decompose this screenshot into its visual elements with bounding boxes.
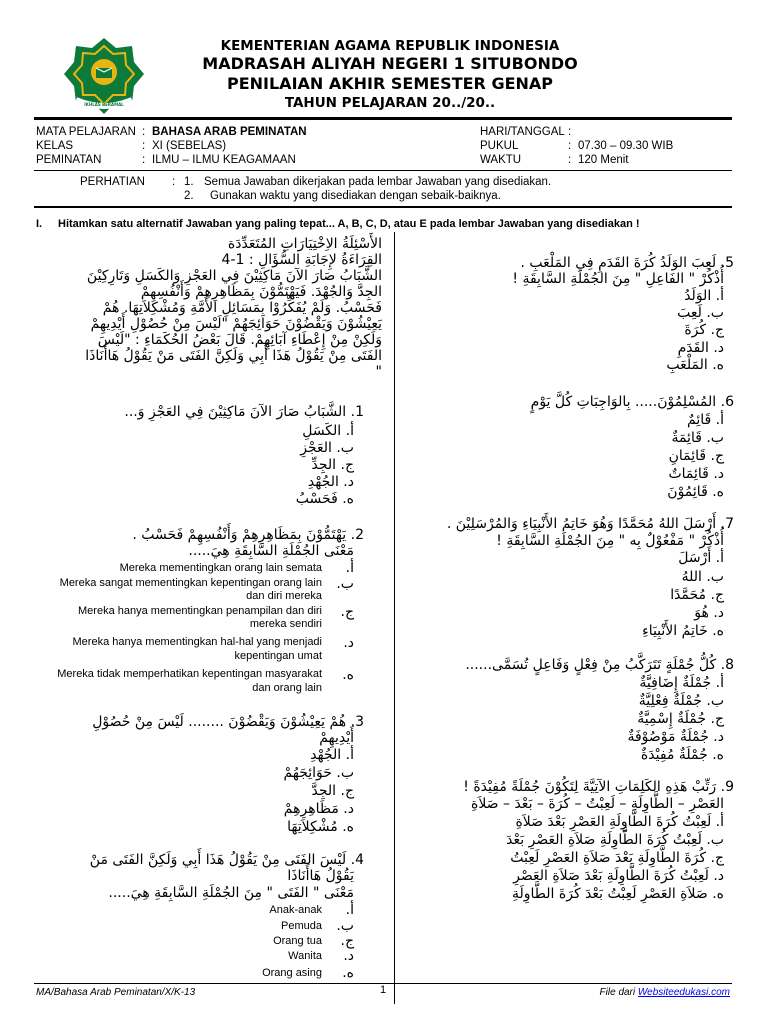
q1-option-c[interactable]: ج. الجِدِّ [311, 457, 354, 473]
q2-option-c[interactable]: Mereka hanya mementingkan penampilan dan diri [78, 605, 322, 617]
q8-option-b[interactable]: ب. جُمْلَةٌ فِعْلِيَّةٌ [638, 693, 724, 709]
info-waktu-value: 120 Menit [578, 154, 629, 166]
q9-option-e[interactable]: ه. صَلاَةِ العَصْرِ لَعِبْتُ بَعْدَ كُرَةَ الطَّاوِلَةِ [512, 886, 724, 902]
q7-option-d[interactable]: د. هُوَ [694, 605, 724, 621]
q8-option-e[interactable]: ه. جُمْلَةٌ مُفِيْدَةٌ [640, 747, 724, 763]
q2-stem: 2. يَهْتَمُّوْنَ بِمَظَاهِرِهِمْ وَأَنْفُسِهِمْ فَحَسْبُ . [132, 527, 364, 543]
q1-option-d[interactable]: د. الجُهْدِ [307, 474, 354, 490]
q9-option-c[interactable]: ج. كُرَةَ الطَّاوِلَةِ بَعْدَ صَلاَةِ العَصْرِ لَعِبْتُ [510, 850, 724, 866]
q6-option-b[interactable]: ب. قَائِمَةٌ [671, 430, 724, 446]
footer-course: MA/Bahasa Arab Peminatan/X/K-13 [36, 987, 196, 998]
q1-option-a[interactable]: أ. الكَسَلِ [302, 423, 354, 439]
q5-option-c[interactable]: ج. كُرَةَ [684, 322, 724, 338]
perhatian-rule [34, 206, 732, 208]
q3-option-d[interactable]: د. مَظَاهِرِهِمْ [283, 801, 354, 817]
q2-option-a[interactable]: Mereka mementingkan orang lain semata [119, 562, 322, 574]
q2-stem-meaning: مَعْنَى الجُمْلَةِ السَّابِقَةِ هِيَ..... [188, 543, 354, 559]
info-peminatan-label: PEMINATAN [36, 154, 102, 166]
q9-option-a[interactable]: أ. لَعِبْتُ كُرَةَ الطَّاوِلَةِ العَصْرِ بَعْدَ صَلاَةِ [515, 814, 724, 830]
info-mapel-label: MATA PELAJARAN [36, 126, 136, 138]
q9-option-b[interactable]: ب. لَعِبْتُ كُرَةَ الطَّاوِلَةِ صَلاَةِ العَصْرِ بَعْدَ [506, 832, 724, 848]
q1-stem: 1. الشَّبَابُ صَارَ الآنَ مَاكِثِيْنَ فِي العَجْزِ وَ... [124, 404, 364, 420]
q4-option-c[interactable]: Orang tua [273, 935, 322, 947]
q8-option-d[interactable]: د. جُمْلَةٌ مَوْصُوْفَةٌ [627, 729, 724, 745]
q8-option-c[interactable]: ج. جُمْلَةٌ إِسْمِيَّةٌ [637, 711, 724, 727]
q5-option-e[interactable]: ه. المَلْعَبِ [666, 357, 724, 373]
perhatian-label: PERHATIAN [80, 176, 145, 188]
reading-title: القِرَاءَةُ لإِجَابَةِ السُّؤَالِ : 1-4 [221, 252, 382, 268]
q2-letter-e: ه. [342, 667, 354, 683]
reading-passage [26, 268, 382, 380]
q1-option-b[interactable]: ب. العَجْزِ [300, 440, 354, 456]
q6-stem: 6. المُسْلِمُوْنَ..... بِالوَاجِبَاتِ كُلَّ يَوْمٍ [530, 394, 734, 410]
questions-heading: الأَسْئِلَةُ الاِخْتِيَارَاتِ المُتَعَدِّدَة [227, 236, 382, 252]
passage-line: فَحَسْبُ. وَلَمْ يُفَكِّرُوْا بِمَسَائِلِ الأُمَّةِ وَمُشْكِلاَتِهَا. هُمْ [102, 300, 382, 316]
passage-line: الفَتَى مِنْ يَقُوْلُ هَذَا أَبِي وَلَكِنَّ الفَتَى مَنْ يَقُوْلُ هَاأَنَاذَا [85, 348, 382, 364]
info-sep: : [568, 140, 572, 152]
q5-option-b[interactable]: ب. لَعِبَ [677, 305, 724, 321]
q7-stem: 7. أَرْسَلَ اللهُ مُحَمَّدًا وَهُوَ خَاتِمُ الأَنْبِيَاءِ وَالمُرْسَلِيْنَ . [446, 516, 734, 532]
passage-line: الجِدَّ وَالجُهْدَ. فَيَهْتَمُّوْنَ بِمَظَاهِرِهِمْ وَأَنْفُسِهِمْ [140, 284, 382, 300]
q1-option-e[interactable]: ه. فَحَسْبُ [295, 491, 354, 507]
info-sep: : [568, 154, 572, 166]
info-kelas-label: KELAS [36, 140, 74, 152]
q3-option-a[interactable]: أ. الجُهْدِ [310, 747, 354, 763]
header-year: TAHUN PELAJARAN 20../20.. [284, 95, 496, 111]
perhatian-num-1: 1. [184, 176, 194, 188]
column-divider [394, 232, 395, 1004]
footer-source [600, 987, 730, 998]
info-sep: : [142, 154, 146, 166]
q4-option-b[interactable]: Pemuda [281, 920, 322, 932]
footer-source-prefix: File dari [599, 987, 638, 998]
q2-option-d[interactable]: Mereka hanya mementingkan hal-hal yang menjadi [72, 636, 322, 648]
info-mapel-value: BAHASA ARAB PEMINATAN [152, 126, 307, 138]
footer-source-link[interactable]: Websiteedukasi.com [637, 987, 730, 998]
q2-option-e[interactable]: Mereka tidak memperhatikan kepentingan masyarakat [57, 668, 322, 680]
q6-option-e[interactable]: ه. قَائِمُوْنَ [667, 484, 724, 500]
q5-stem-question: أُذْكُرْ " الفَاعِلِ " مِنَ الجُمْلَةِ السَّابِقَةِ ! [512, 271, 724, 287]
info-pukul-value: 07.30 – 09.30 WIB [578, 140, 674, 152]
info-peminatan-value: ILMU – ILMU KEAGAMAAN [152, 154, 296, 166]
q9-words: العَصْرِ – الطَّاوِلَةِ – لَعِبْتُ – كُرَةَ – بَعْدَ – صَلاَةِ [470, 796, 724, 812]
q4-letter-a: أ. [345, 902, 354, 918]
perhatian-num-2: 2. [184, 190, 194, 202]
q7-option-b[interactable]: ب. اللهُ [681, 569, 724, 585]
ministry-logo [62, 36, 146, 116]
info-sep: : [142, 126, 146, 138]
q3-option-e[interactable]: ه. مُشْكِلاَتِهَا [287, 819, 354, 835]
svg-text:IKHLAS BERAMAL: IKHLAS BERAMAL [84, 102, 124, 107]
page-number: 1 [380, 984, 387, 996]
q2-option-d-cont: kepentingan umat [234, 650, 322, 662]
q5-option-d[interactable]: د. القَدَمِ [677, 340, 724, 356]
passage-line: وَلَكِنْ مِنْ إِعْطَاءِ آبَائِهِمْ. قَالَ بَعْضُ الحُكَمَاءِ : "لَيْسَ [97, 332, 382, 348]
instruction-text: Hitamkan satu alternatif Jawaban yang paling tepat... A, B, C, D, atau E pada lembar Jawaban yang disediakan ! [58, 218, 640, 230]
info-waktu-label: WAKTU [480, 154, 522, 166]
passage-line: يَعِيْشُوْنَ وَيَقْضُوْنَ حَوَائِجَهُمْ "لَيْسَ مِنْ حُصُوْلِ أَيْدِيهِمْ [90, 316, 382, 332]
info-sep: : [568, 126, 572, 138]
q2-option-c-cont: mereka sendiri [249, 618, 322, 630]
q6-option-c[interactable]: ج. قَائِمَانِ [668, 448, 724, 464]
info-hari-label: HARI/TANGGAL [480, 126, 565, 138]
q4-option-a[interactable]: Anak-anak [269, 904, 322, 916]
q3-option-c[interactable]: ج. الجِدَّ [311, 783, 354, 799]
q5-stem: 5. لَعِبَ الوَلَدُ كُرَةَ القَدَمِ فِي المَلْعَبِ . [520, 255, 734, 271]
q2-letter-d: د. [343, 635, 354, 651]
q4-stem-cont: يَقُوْلُ هَاأَنَاذَا [287, 868, 354, 884]
passage-line: " [375, 364, 382, 380]
info-pukul-label: PUKUL [480, 140, 519, 152]
q8-option-a[interactable]: أ. جُمْلَةٌ إِضَافِيَّةٌ [639, 675, 724, 691]
header-rule [34, 117, 732, 120]
passage-line: الشَّبَابُ صَارَ الآنَ مَاكِثِيْنَ فِي العَجْزِ وَالكَسَلِ وَتَارِكِيْنَ [86, 268, 382, 284]
q3-stem-cont: أَيْدِيهِمْ [319, 730, 354, 746]
q4-letter-c: ج. [340, 933, 354, 949]
q3-option-b[interactable]: ب. حَوَائِجَهُمْ [283, 765, 354, 781]
q9-option-d[interactable]: د. لَعِبْتُ كُرَةَ الطَّاوِلَةِ بَعْدَ صَلاَةِ العَصْرِ [513, 868, 724, 884]
q2-letter-a: أ. [345, 560, 354, 576]
q7-option-c[interactable]: ج. مُحَمَّدًا [670, 587, 724, 603]
header-exam: PENILAIAN AKHIR SEMESTER GENAP [226, 74, 553, 93]
q8-stem: 8. كُلُّ جُمْلَةٍ تَتَرَكَّبُ مِنْ فِعْلٍ وَفَاعِلٍ تُسَمَّى...... [465, 657, 734, 673]
q7-stem-question: أُذْكُرْ " مَفْعُوْلٌ بِه " مِنَ الجُمْلَةِ السَّابِقَةِ ! [496, 533, 724, 549]
info-sep: : [142, 140, 146, 152]
q7-option-e[interactable]: ه. خَاتِمُ الأَنْبِيَاءِ [642, 623, 724, 639]
q3-stem: 3. هُمْ يَعِيْشُوْنَ وَيَقْضُوْنَ ........ لَيْسَ مِنْ حُصُوْلِ [92, 714, 364, 730]
q9-stem: 9. رَتِّبْ هَذِهِ الكَلِمَاتِ الآتِيَّةَ لِتَكُوْنَ جُمْلَةً مُفِيْدَةً ! [463, 779, 734, 795]
q7-option-a[interactable]: أ. أَرْسَلَ [678, 550, 724, 566]
perhatian-sep: : [172, 176, 176, 188]
header-ministry: KEMENTERIAN AGAMA REPUBLIK INDONESIA [220, 38, 560, 54]
perhatian-item-1: Semua Jawaban dikerjakan pada lembar Jawaban yang disediakan. [204, 176, 552, 188]
perhatian-item-2: Gunakan waktu yang disediakan dengan sebaik-baiknya. [210, 190, 501, 202]
q2-option-e-cont: dan orang lain [252, 682, 322, 694]
q4-letter-e: ه. [342, 965, 354, 981]
q2-option-b-cont: dan diri mereka [246, 590, 322, 602]
header-school: MADRASAH ALIYAH NEGERI 1 SITUBONDO [202, 54, 578, 73]
q2-option-b[interactable]: Mereka sangat mementingkan kepentingan orang lain [59, 577, 322, 589]
q2-letter-c: ج. [340, 604, 354, 620]
q4-option-d[interactable]: Wanita [288, 950, 322, 962]
q4-letter-d: د. [343, 948, 354, 964]
q6-option-a[interactable]: أ. قَائِمٌ [687, 412, 724, 428]
info-kelas-value: XI (SEBELAS) [152, 140, 227, 152]
q4-letter-b: ب. [336, 918, 354, 934]
q4-stem: 4. لَيْسَ الفَتَى مِنْ يَقُوْلُ هَذَا أَبِي وَلَكِنَّ الفَتَى مَنْ [89, 852, 364, 868]
q6-option-d[interactable]: د. قَائِمَاتٌ [668, 466, 724, 482]
info-rule [34, 170, 732, 171]
instruction-num: I. [36, 218, 43, 230]
q4-stem-meaning: مَعْنَى " الفَتَى " مِنَ الجُمْلَةِ السَّابِقَةِ هِيَ..... [108, 885, 354, 901]
q4-option-e[interactable]: Orang asing [262, 967, 322, 979]
q5-option-a[interactable]: أ. الوَلَدُ [684, 288, 724, 304]
q2-letter-b: ب. [336, 576, 354, 592]
